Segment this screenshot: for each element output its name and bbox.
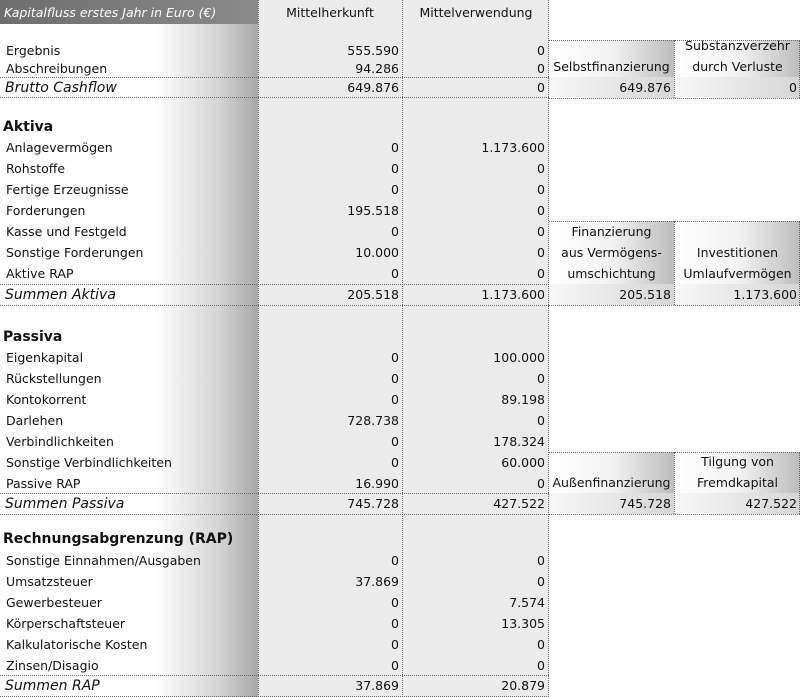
box-line: durch Verluste	[692, 59, 783, 74]
cashflow-row-herkunft: 555.590	[347, 43, 399, 58]
section-title-passiva: Passiva	[3, 328, 63, 345]
column-header-herkunft: Mittelherkunft	[258, 0, 402, 24]
passiva-row-herkunft: 728.738	[347, 413, 399, 428]
passiva-row-label: Rückstellungen	[6, 371, 102, 386]
cashflow-row-verwendung: 0	[537, 61, 545, 76]
passiva-row-herkunft: 0	[391, 350, 399, 365]
passiva-row-verwendung: 178.324	[493, 434, 545, 449]
aktiva-box-left	[549, 221, 674, 284]
box-line: Substanzverzehr	[685, 38, 790, 53]
aktiva-row-label: Kasse und Festgeld	[6, 224, 127, 239]
aktiva-row-herkunft: 10.000	[355, 245, 399, 260]
passiva-row-verwendung: 0	[537, 371, 545, 386]
passiva-box-left	[549, 452, 674, 493]
rap-row-label: Gewerbesteuer	[6, 595, 102, 610]
brutto-cashflow-herkunft: 649.876	[347, 80, 399, 95]
aktiva-row-herkunft: 0	[391, 224, 399, 239]
aktiva-row-verwendung: 0	[537, 224, 545, 239]
summen-aktiva-herkunft: 205.518	[347, 287, 399, 302]
summen-aktiva-label: Summen Aktiva	[5, 286, 116, 303]
passiva-row-herkunft: 0	[391, 392, 399, 407]
aktiva-box-left-value: 205.518	[549, 284, 674, 305]
aktiva-row-label: Fertige Erzeugnisse	[6, 182, 129, 197]
aktiva-row-label: Aktive RAP	[6, 266, 74, 281]
section-title-rap: Rechnungsabgrenzung (RAP)	[3, 530, 234, 547]
passiva-row-label: Darlehen	[6, 413, 64, 428]
aktiva-box-right-value: 1.173.600	[675, 284, 800, 305]
grid-hline	[549, 305, 800, 306]
rap-row-verwendung: 0	[537, 637, 545, 652]
rap-row-verwendung: 0	[537, 574, 545, 589]
passiva-row-herkunft: 0	[391, 434, 399, 449]
aktiva-row-herkunft: 0	[391, 161, 399, 176]
passiva-box-right	[675, 452, 800, 493]
rap-row-herkunft: 0	[391, 553, 399, 568]
aktiva-row-verwendung: 0	[537, 203, 545, 218]
passiva-box-left-value: 745.728	[549, 493, 674, 514]
summen-aktiva-verwendung: 1.173.600	[481, 287, 545, 302]
grid-vline	[674, 221, 675, 305]
summen-rap-label: Summen RAP	[5, 677, 100, 694]
brutto-cashflow-verwendung: 0	[537, 80, 545, 95]
aktiva-row-herkunft: 0	[391, 182, 399, 197]
cashflow-box-right	[675, 40, 800, 77]
summen-passiva-label: Summen Passiva	[5, 495, 125, 512]
grid-vline	[674, 452, 675, 514]
passiva-row-herkunft: 16.990	[355, 476, 399, 491]
passiva-row-label: Sonstige Verbindlichkeiten	[6, 455, 172, 470]
aktiva-row-verwendung: 1.173.600	[481, 140, 545, 155]
rap-row-herkunft: 0	[391, 658, 399, 673]
grid-hline	[549, 98, 800, 99]
column-header-verwendung: Mittelverwendung	[403, 0, 549, 24]
passiva-row-verwendung: 89.198	[501, 392, 545, 407]
cashflow-row-verwendung: 0	[537, 43, 545, 58]
rap-row-verwendung: 0	[537, 553, 545, 568]
brutto-cashflow-label: Brutto Cashflow	[5, 79, 117, 96]
passiva-row-label: Kontokorrent	[6, 392, 87, 407]
passiva-row-verwendung: 0	[537, 476, 545, 491]
cashflow-box-left-value: 649.876	[549, 77, 674, 98]
grid-vline	[674, 40, 675, 98]
rap-row-label: Umsatzsteuer	[6, 574, 93, 589]
rap-row-herkunft: 0	[391, 616, 399, 631]
box-line: aus Vermögens-	[561, 245, 662, 260]
grid-hline	[0, 97, 549, 98]
aktiva-row-label: Rohstoffe	[6, 161, 66, 176]
summen-passiva-verwendung: 427.522	[493, 496, 545, 511]
passiva-row-label: Passive RAP	[6, 476, 81, 491]
aktiva-row-label: Forderungen	[6, 203, 86, 218]
passiva-row-label: Eigenkapital	[6, 350, 84, 365]
grid-hline	[549, 514, 800, 515]
aktiva-row-verwendung: 0	[537, 182, 545, 197]
passiva-box-right-value: 427.522	[675, 493, 800, 514]
passiva-row-herkunft: 0	[391, 455, 399, 470]
aktiva-row-label: Sonstige Forderungen	[6, 245, 144, 260]
rap-row-herkunft: 0	[391, 595, 399, 610]
rap-row-verwendung: 0	[537, 658, 545, 673]
cashflow-box-left	[549, 40, 674, 77]
summen-rap-herkunft: 37.869	[355, 678, 399, 693]
aktiva-row-verwendung: 0	[537, 161, 545, 176]
rap-row-herkunft: 0	[391, 637, 399, 652]
grid-hline	[0, 305, 549, 306]
passiva-row-verwendung: 60.000	[501, 455, 545, 470]
cashflow-row-label: Ergebnis	[6, 43, 61, 58]
passiva-row-label: Verbindlichkeiten	[6, 434, 114, 449]
aktiva-row-herkunft: 0	[391, 266, 399, 281]
section-title-aktiva: Aktiva	[3, 118, 54, 135]
grid-vline	[548, 0, 549, 697]
passiva-row-verwendung: 100.000	[493, 350, 545, 365]
summen-rap-verwendung: 20.879	[501, 678, 545, 693]
box-line: umschichtung	[567, 266, 656, 281]
box-line: Investitionen	[696, 245, 779, 260]
box-line: Tilgung von	[701, 454, 774, 469]
box-line: Selbstfinanzierung	[553, 59, 670, 74]
aktiva-row-label: Anlagevermögen	[6, 140, 113, 155]
cashflow-box-right-value: 0	[675, 77, 800, 98]
box-line: Fremdkapital	[696, 475, 779, 490]
box-line: Finanzierung	[571, 224, 652, 239]
rap-row-verwendung: 7.574	[509, 595, 545, 610]
box-line: Umlaufvermögen	[683, 266, 792, 281]
aktiva-box-right	[675, 221, 800, 284]
box-line: Außenfinanzierung	[552, 475, 671, 490]
aktiva-row-herkunft: 195.518	[347, 203, 399, 218]
passiva-row-herkunft: 0	[391, 371, 399, 386]
passiva-row-verwendung: 0	[537, 413, 545, 428]
rap-row-label: Körperschaftsteuer	[6, 616, 126, 631]
rap-row-verwendung: 13.305	[501, 616, 545, 631]
aktiva-row-herkunft: 0	[391, 140, 399, 155]
rap-row-label: Sonstige Einnahmen/Ausgaben	[6, 553, 201, 568]
rap-row-herkunft: 37.869	[355, 574, 399, 589]
rap-row-label: Zinsen/Disagio	[6, 658, 99, 673]
grid-hline	[0, 514, 549, 515]
summen-passiva-herkunft: 745.728	[347, 496, 399, 511]
aktiva-row-verwendung: 0	[537, 266, 545, 281]
cashflow-row-herkunft: 94.286	[355, 61, 399, 76]
table-title: Kapitalfluss erstes Jahr in Euro (€)	[0, 0, 258, 24]
aktiva-row-verwendung: 0	[537, 245, 545, 260]
rap-row-label: Kalkulatorische Kosten	[6, 637, 148, 652]
cashflow-row-label: Abschreibungen	[6, 61, 108, 76]
